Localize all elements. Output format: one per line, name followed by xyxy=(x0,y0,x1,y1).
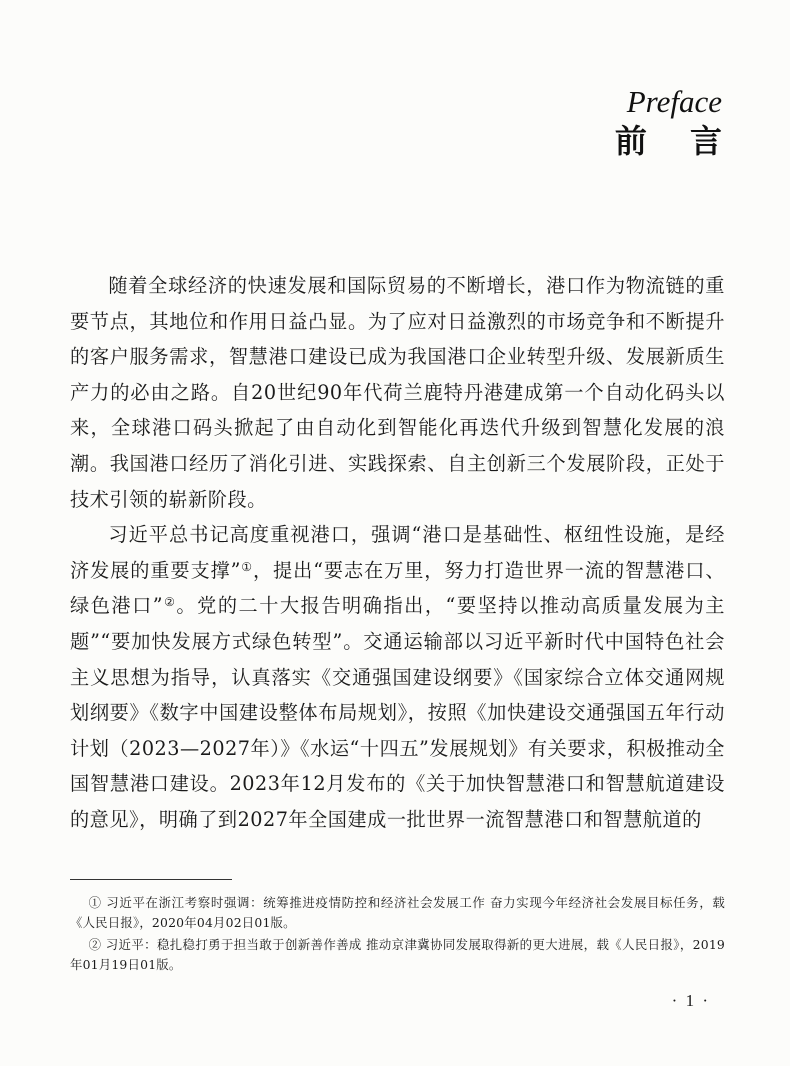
footnote-1-text: 习近平在浙江考察时强调：统筹推进疫情防控和经济社会发展工作 奋力实现今年经济社会发展目标任务，载《人民日报》，2020年04月02日01版。 xyxy=(70,895,725,930)
paragraph-2-part-3: 。党的二十大报告明确指出，“要坚持以推动高质量发展为主题”“要加快发展方式绿色转型”。交通运输部以习近平新时代中国特色社会主义思想为指导，认真落实《交通强国建设纲要》《国家综合立体交通网规划纲要》《数字中国建设整体布局规划》，按照《加快建设交通强国五年行动计划（2023—2027年）》《水运“十四五”发展规划》有关要求，积极推动全国智慧港口建设。2023年12月发布的《关于加快智慧港口和智慧航道建设的意见》，明确了到2027年全国建成一批世界一流智慧港口和智慧航道的 xyxy=(70,594,725,831)
heading-chinese: 前 言 xyxy=(614,122,738,160)
footnote-ref-2: ② xyxy=(163,595,177,610)
body-text xyxy=(70,268,725,838)
paragraph-2-part-1: 习近平总书记高度重视港口，强调“港口是基础性、枢纽性设施，是经济发展的重要支撑” xyxy=(70,523,725,582)
footnote-1 xyxy=(70,893,725,933)
page-number: · 1 · xyxy=(671,991,710,1010)
footnote-2 xyxy=(70,935,725,975)
preface-heading xyxy=(614,82,738,160)
paragraph-2-part-2: ，提出“要志在万里，努力打造世界一流的智慧港口、绿色港口” xyxy=(70,558,726,618)
paragraph-1: 随着全球经济的快速发展和国际贸易的不断增长，港口作为物流链的重要节点，其地位和作用日益凸显。为了应对日益激烈的市场竞争和不断提升的客户服务需求，智慧港口建设已成为我国港口企业转型升级、发展新质生产力的必由之路。自20世纪90年代荷兰鹿特丹港建成第一个自动化码头以来，全球港口码头掀起了由自动化到智能化再迭代升级到智慧化发展的浪潮。我国港口经历了消化引进、实践探索、自主创新三个发展阶段，正处于技术引领的崭新阶段。 xyxy=(70,274,725,511)
footnote-2-marker: ② xyxy=(88,937,102,952)
footnote-2-text: 习近平：稳扎稳打勇于担当敢于创新善作善成 推动京津冀协同发展取得新的更大进展，载《人民日报》，2019年01月19日01版。 xyxy=(70,937,725,972)
footnote-1-marker: ① xyxy=(88,895,102,910)
footnote-divider xyxy=(70,879,232,880)
paragraph-2 xyxy=(70,517,725,837)
footnotes xyxy=(70,893,725,977)
heading-english: Preface xyxy=(626,84,722,119)
footnote-ref-1: ① xyxy=(240,559,253,574)
